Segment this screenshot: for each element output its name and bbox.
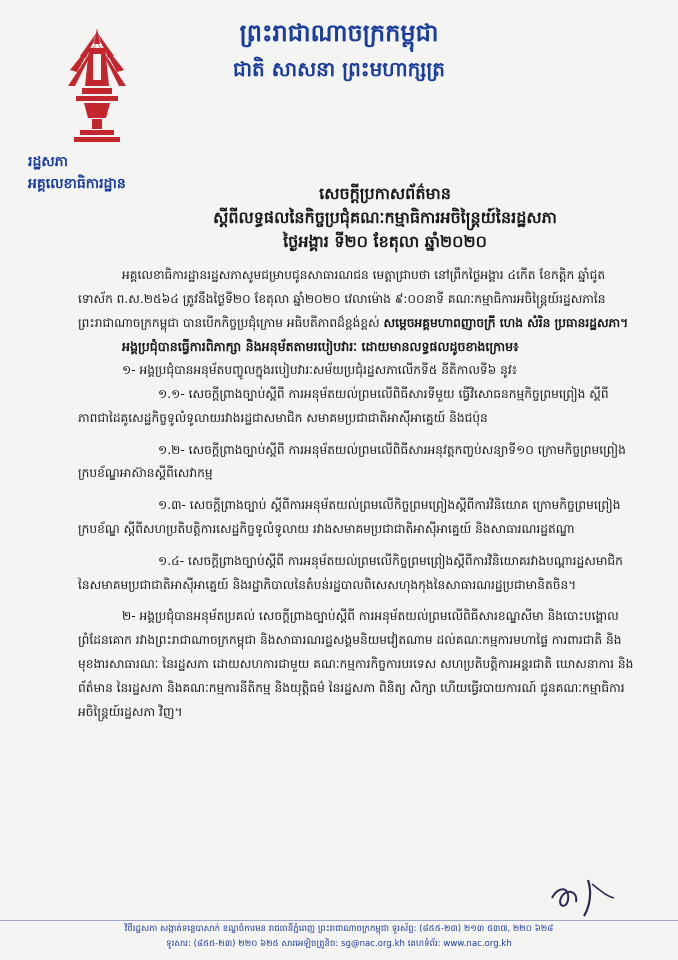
document-body xyxy=(78,264,634,724)
doc-date: ថ្ងៃអង្គារ ទី២០ ខែតុលា ឆ្នាំ២០២០ xyxy=(283,232,487,251)
footer-contact: ទូរសារ: (៨៥៥-២៣) ២២០ ៦២៥ សារអេឡិចត្រូនិច: sg@nac.org.kh គេហទំព័រ: www.nac.org.kh xyxy=(166,939,512,949)
doc-title: សេចក្តីប្រកាសព័ត៌មាន xyxy=(319,184,451,203)
footer-address: វិថីរដ្ឋសភា សង្កាត់ទន្លេបាសាក់ ខណ្ឌចំការមន រាជធានីភ្នំពេញ ព្រះរាជាណាចក្រកម្ពុជា ទូរស័ព្ទ: (៨៥៥-២៣) ២១៣ ៥៣៧, ២២០ ៦២៨ xyxy=(124,924,554,934)
agenda-item-1-3: ១.៣- សេចក្តីព្រាងច្បាប់ ស្តីពីការអនុម័តយល់ព្រមលើកិច្ចព្រមព្រៀងស្តីពីការវិនិយោគ ក្រោមកិច្ចព្រមព្រៀងក្របខ័ណ្ឌ ស្តីពីសហប្រតិបត្តិការសេដ្ឋកិច្ចទូលំទូលាយ រវាងសមាគមប្រជាជាតិអាស៊ីអាគ្នេយ៍ និងសាធារណរដ្ឋឥណ្ឌា xyxy=(78,498,621,536)
agenda-item-1-1: ១.១- សេចក្តីព្រាងច្បាប់ស្តីពី ការអនុម័តយល់ព្រមលើពិធីសារទីមួយ ធ្វើវិសោធនកម្មកិច្ចព្រមព្រៀង ស្តីពីភាពជាដៃគូសេដ្ឋកិច្ចទូលំទូលាយរវាងរដ្ឋជាសមាជិក សមាគមប្រជាជាតិអាស៊ីអាគ្នេយ៍ និងជប៉ុន xyxy=(78,386,609,425)
intro-chair-name: សម្តេចអគ្គមហាពញាចក្រី ហេង សំរិន ប្រធានរដ្ឋសភា។ xyxy=(383,315,629,330)
emblem-caption-secretariat: អគ្គលេខាធិការដ្ឋាន xyxy=(28,176,126,192)
intro-text: អគ្គលេខាធិការដ្ឋានរដ្ឋសភាសូមជម្រាបជូនសាធារណជន មេត្តាជ្រាបថា នៅព្រឹកថ្ងៃអង្គារ ៤កើត ខែកត្តិក ឆ្នាំជូត ទោស័ក ព.ស.២៥៦៤ ត្រូវនឹងថ្ងៃទី២០ ខែតុលា ឆ្នាំ២០២០ វេលាម៉ោង ៩:០០នាទី គណៈកម្មាធិការអចិន្ត្រៃយ៍រដ្ឋសភានៃព្រះរាជាណាចក្រកម្ពុជា បានបើកកិច្ចប្រជុំក្រោម អធិបតីភាពដ៏ខ្ពង់ខ្ពស់ xyxy=(78,268,606,330)
signature-initial-icon xyxy=(548,876,618,918)
emblem-caption-assembly: រដ្ឋសភា xyxy=(28,154,68,170)
national-assembly-emblem-icon xyxy=(62,22,132,150)
kingdom-title: ព្រះរាជាណាចក្រកម្ពុជា xyxy=(239,19,439,47)
kingdom-motto: ជាតិ សាសនា ព្រះមហាក្សត្រ xyxy=(233,57,445,81)
doc-subtitle: ស្តីពីលទ្ធផលនៃកិច្ចប្រជុំគណៈកម្មាធិការអចិន្ត្រៃយ៍នៃរដ្ឋសភា xyxy=(213,208,557,227)
agenda-item-2: ២- អង្គប្រជុំបានអនុម័តប្រគល់ សេចក្តីព្រាងច្បាប់ស្តីពី ការអនុម័តយល់ព្រមលើពិធីសារខណ្ឌសីមា និងបោះបង្គោលព្រំដែនគោក រវាងព្រះរាជាណាចក្រកម្ពុជា និងសាធារណរដ្ឋសង្គមនិយមវៀតណាម ដល់គណៈកម្មការមហាផ្ទៃ ការពារជាតិ និងមុខងារសាធារណៈ នៃរដ្ឋសភា ដោយសហការជាមួយ គណៈកម្មការកិច្ចការបរទេស សហប្រតិបត្តិការអន្តរជាតិ ឃោសនាការ និងព័ត៌មាន នៃរដ្ឋសភា និងគណៈកម្មការនីតិកម្ម និងយុត្តិធម៌ នៃរដ្ឋសភា ពិនិត្យ សិក្សា ហើយធ្វើរបាយការណ៍ ជូនគណៈកម្មាធិការអចិន្ត្រៃយ៍រដ្ឋសភា វិញ។ xyxy=(78,609,634,719)
intro-paragraph xyxy=(78,264,634,335)
footer-divider xyxy=(0,920,678,921)
section-heading: អង្គប្រជុំបានធ្វើការពិភាក្សា និងអនុម័តតាមរបៀបវារៈ ដោយមានលទ្ធផលដូចខាងក្រោម៖ xyxy=(122,339,519,355)
agenda-item-1-4: ១.៤- សេចក្តីព្រាងច្បាប់ស្តីពី ការអនុម័តយល់ព្រមលើកិច្ចព្រមព្រៀងស្តីពីការវិនិយោគរវាងបណ្តារដ្ឋសមាជិកនៃសមាគមប្រជាជាតិអាស៊ីអាគ្នេយ៍ និងរដ្ឋាភិបាលនៃតំបន់រដ្ឋបាលពិសេសហុងកុងនៃសាធារណរដ្ឋប្រជាមានិតចិន។ xyxy=(78,553,623,592)
agenda-item-1-2: ១.២- សេចក្តីព្រាងច្បាប់ស្តីពី ការអនុម័តយល់ព្រមលើពិធីសារអនុវត្តកញ្ចប់សន្យាទី១០ ក្រោមកិច្ចព្រមព្រៀងក្របខ័ណ្ឌអាស៊ានស្តីពីសេវាកម្ម xyxy=(78,442,626,481)
agenda-item-1: ១- អង្គប្រជុំបានអនុម័តបញ្ចូលក្នុងរបៀបវារៈសម័យប្រជុំរដ្ឋសភាលើកទី៥ នីតិកាលទី៦ នូវ៖ xyxy=(122,363,518,378)
